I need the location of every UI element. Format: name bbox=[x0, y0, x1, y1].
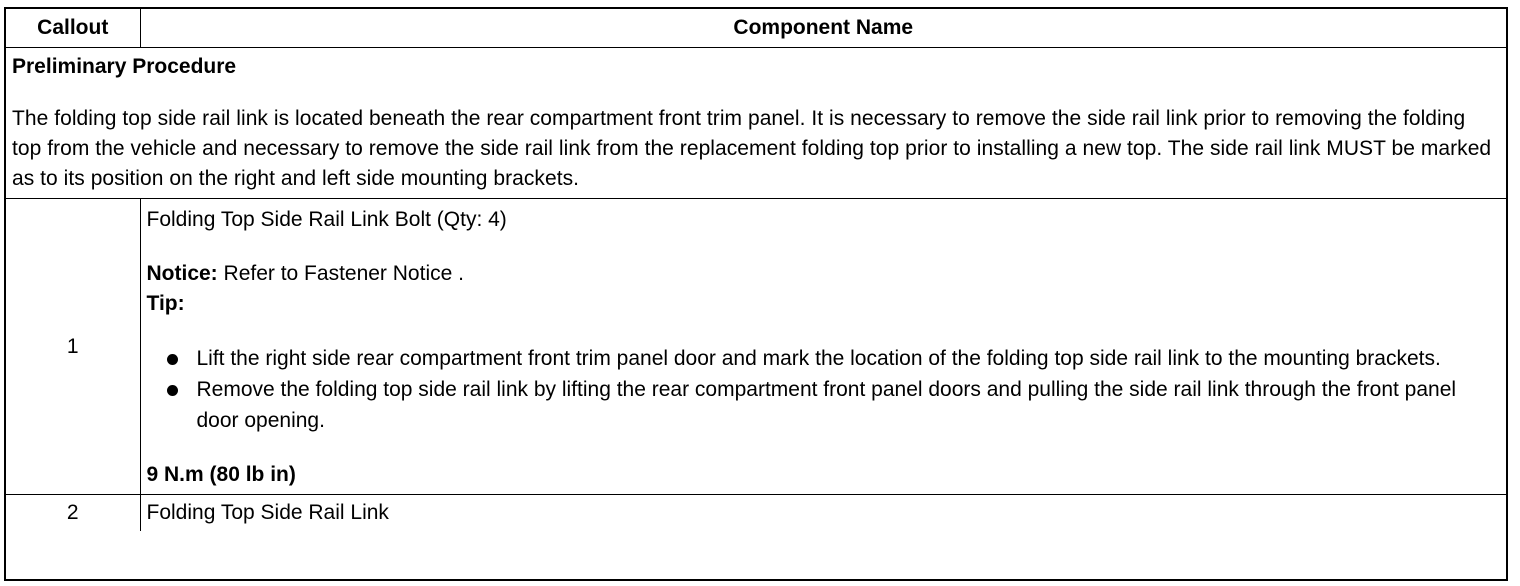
tip-list bbox=[147, 343, 1501, 436]
callout-header: Callout bbox=[6, 9, 140, 48]
preliminary-text: The folding top side rail link is located beneath the rear compartment front trim panel. It is necessary to remove the side rail link prior to removing the folding top from the vehicle and necessary to remove the side rail link from the replacement folding top prior to installing a new top. The side rail link MUST be marked as to its position on the right and left side mounting brackets. bbox=[12, 107, 1492, 190]
callout-number: 1 bbox=[6, 199, 140, 495]
torque-spec: 9 N.m (80 lb in) bbox=[146, 463, 296, 486]
notice-line bbox=[147, 259, 1501, 289]
preliminary-row bbox=[6, 48, 1506, 199]
callout-number: 2 bbox=[6, 495, 140, 532]
bullet-icon bbox=[167, 354, 178, 365]
table-row bbox=[6, 199, 1506, 495]
list-item bbox=[147, 374, 1501, 436]
procedure-table-frame bbox=[4, 7, 1508, 581]
bullet-icon bbox=[167, 385, 178, 396]
table-row bbox=[6, 495, 1506, 532]
notice-text: Refer to Fastener Notice . bbox=[217, 262, 464, 285]
list-item bbox=[147, 343, 1501, 374]
component-cell bbox=[140, 199, 1506, 495]
tip-text: Lift the right side rear compartment front trim panel door and mark the location of the folding top side rail link to the mounting brackets. bbox=[196, 347, 1441, 370]
preliminary-cell bbox=[6, 48, 1506, 199]
header-row bbox=[6, 9, 1506, 48]
tip-label: Tip: bbox=[146, 292, 185, 315]
preliminary-title: Preliminary Procedure bbox=[12, 55, 237, 78]
tip-text: Remove the folding top side rail link by lifting the rear compartment front panel doors and pulling the side rail link through the front panel door opening. bbox=[196, 378, 1457, 432]
component-name: Folding Top Side Rail Link Bolt (Qty: 4) bbox=[146, 208, 507, 231]
notice-label: Notice: bbox=[146, 262, 218, 285]
procedure-table bbox=[6, 9, 1506, 531]
component-name-header: Component Name bbox=[140, 9, 1506, 48]
component-name: Folding Top Side Rail Link bbox=[140, 495, 1506, 532]
